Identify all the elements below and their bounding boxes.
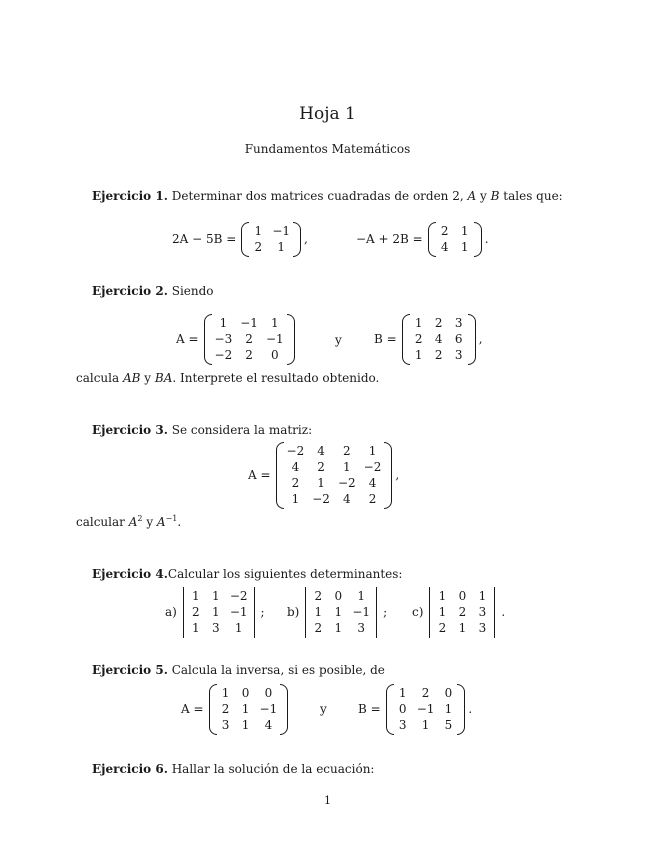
matrix-cell: 1 xyxy=(334,605,343,619)
matrix-cell: 2 xyxy=(421,686,430,700)
matrix-cell: −1 xyxy=(259,702,278,716)
matrix-cell: 4 xyxy=(342,492,351,506)
matrix-cell: 3 xyxy=(478,605,487,619)
determinant-b: b) 2 0 1 1 1 −1 2 1 3 ; xyxy=(287,587,387,638)
matrix-cell: 0 xyxy=(270,348,279,362)
matrix-cell: 0 xyxy=(398,702,407,716)
matrix-cell: −2 xyxy=(312,492,330,506)
matrix-cell: 2 xyxy=(192,605,200,619)
matrix-cell: 1 xyxy=(414,316,423,330)
matrix-cell: 4 xyxy=(291,460,300,474)
matrix-cell: 3 xyxy=(478,621,487,635)
matrix-cell: 0 xyxy=(241,686,250,700)
matrix-cell: 1 xyxy=(317,476,325,490)
matrix-cell: −2 xyxy=(337,476,356,490)
matrix-end: , xyxy=(395,468,400,482)
equation-2-lhs: −A + 2B = xyxy=(356,232,423,246)
exercise-6-statement xyxy=(92,762,374,777)
exercise-3-text: Se considera la matriz: xyxy=(171,423,313,437)
exercise-3-statement xyxy=(92,423,312,438)
matrix-cell: −2 xyxy=(286,444,305,458)
matrix-cell: 1 xyxy=(270,316,279,330)
page-title: Hoja 1 xyxy=(299,104,356,124)
matrix-cell: 1 xyxy=(277,240,285,254)
matrix-cell: −1 xyxy=(352,605,371,619)
matrix-b-lhs: B = xyxy=(374,332,397,346)
matrix-cell: 1 xyxy=(192,589,200,603)
matrix-b-lhs: B = xyxy=(358,702,381,716)
matrix-cell: 1 xyxy=(241,702,250,716)
matrix-cell: 3 xyxy=(221,718,230,732)
exercise-1-conj: y xyxy=(480,189,487,203)
matrix-cell: 1 xyxy=(342,460,351,474)
matrix-cell: 1 xyxy=(221,686,230,700)
matrix-cell: 0 xyxy=(334,589,343,603)
matrix-cell: 1 xyxy=(291,492,300,506)
matrix-cell: 2 xyxy=(314,621,323,635)
exercise-2-statement xyxy=(92,284,214,299)
matrix-eq2 xyxy=(428,222,482,257)
matrix-cell: −2 xyxy=(363,460,382,474)
exercise-4-label: Ejercicio 4. xyxy=(92,567,168,581)
matrix-cell: 1 xyxy=(241,718,250,732)
exercise-3-label: Ejercicio 3. xyxy=(92,423,168,437)
matrix-cell: −2 xyxy=(229,589,248,603)
exercise-5-text: Calcula la inversa, si es posible, de xyxy=(171,663,385,677)
equation-1-sep: , xyxy=(304,232,308,246)
exercise-5-label: Ejercicio 5. xyxy=(92,663,168,677)
matrix-cell: 3 xyxy=(357,621,366,635)
exercise-1-label: Ejercicio 1. xyxy=(92,189,168,203)
matrix-cell: 5 xyxy=(444,718,453,732)
exercise-2-conj: y xyxy=(335,333,342,347)
matrix-cell: 1 xyxy=(314,605,323,619)
matrix-eq1 xyxy=(241,222,301,257)
exercise-1-equation-1 xyxy=(172,222,308,257)
exercise-6-label: Ejercicio 6. xyxy=(92,762,168,776)
exercise-1-var-a: A xyxy=(467,189,477,203)
matrix-cell: 1 xyxy=(444,702,453,716)
matrix-cell: −1 xyxy=(416,702,435,716)
matrix-cell: 4 xyxy=(264,718,273,732)
exercise-4-statement xyxy=(92,567,402,582)
matrix-cell: 3 xyxy=(212,621,220,635)
exercise-1-equation-2 xyxy=(356,222,489,257)
matrix-cell: 2 xyxy=(434,348,443,362)
matrix-cell: 1 xyxy=(398,686,407,700)
matrix-cell: 0 xyxy=(458,589,467,603)
matrix-a-lhs: A = xyxy=(181,702,204,716)
matrix-cell: −1 xyxy=(240,316,258,330)
exercise-2-matrix-a xyxy=(176,314,298,365)
matrix-cell: 2 xyxy=(458,605,467,619)
matrix-a-lhs: A = xyxy=(176,332,199,346)
matrix-cell: −3 xyxy=(214,332,233,346)
matrix-cell: 2 xyxy=(317,460,325,474)
determinant-a-label: a) xyxy=(165,605,177,619)
determinant-a: a) 1 1 −2 2 1 −1 1 3 1 ; xyxy=(165,587,265,638)
matrix-cell: 2 xyxy=(245,332,253,346)
matrix-cell: 3 xyxy=(398,718,407,732)
matrix-cell: 2 xyxy=(414,332,423,346)
matrix-cell: −2 xyxy=(214,348,233,362)
equation-2-end: . xyxy=(484,232,489,246)
matrix-cell: 2 xyxy=(254,240,263,254)
matrix-cell: −1 xyxy=(272,224,291,238)
matrix-cell: 1 xyxy=(192,621,200,635)
equation-1-lhs: 2A − 5B = xyxy=(172,232,237,246)
exercise-2-text: Siendo xyxy=(171,284,214,298)
exercise-5-matrix-a xyxy=(181,684,291,735)
exercise-2-label: Ejercicio 2. xyxy=(92,284,168,298)
matrix-lhs: A = xyxy=(248,468,271,482)
matrix-cell: 1 xyxy=(254,224,263,238)
matrix-cell: 2 xyxy=(440,224,449,238)
page-subtitle: Fundamentos Matemáticos xyxy=(244,142,411,156)
matrix-cell: 1 xyxy=(234,621,243,635)
matrix-cell: 2 xyxy=(221,702,230,716)
matrix-cell: −1 xyxy=(265,332,284,346)
matrix-cell: 1 xyxy=(478,589,487,603)
exercise-5-statement xyxy=(92,663,385,678)
exercise-5-conj: y xyxy=(320,702,327,716)
matrix-cell: 1 xyxy=(414,348,423,362)
exercise-1-text-end: tales que: xyxy=(503,189,563,203)
matrix-cell: 0 xyxy=(444,686,453,700)
matrix-cell: 6 xyxy=(454,332,463,346)
matrix-cell: 2 xyxy=(314,589,323,603)
matrix-cell: 1 xyxy=(438,589,447,603)
matrix-cell: 1 xyxy=(212,589,220,603)
exercise-1-text: Determinar dos matrices cuadradas de orden 2, xyxy=(171,189,464,203)
matrix-cell: 1 xyxy=(368,444,377,458)
matrix-cell: −1 xyxy=(229,605,248,619)
matrix-cell: 4 xyxy=(317,444,325,458)
matrix-cell: 2 xyxy=(438,621,447,635)
matrix-cell: 2 xyxy=(434,316,443,330)
matrix-b-end: , xyxy=(478,332,483,346)
exercise-4-text: Calcular los siguientes determinantes: xyxy=(167,567,403,581)
matrix-cell: 1 xyxy=(357,589,366,603)
exercise-5-matrix-b: B = 1 2 0 0 −1 1 3 1 5 . xyxy=(358,684,472,735)
matrix-cell: 1 xyxy=(212,605,220,619)
matrix-cell: 2 xyxy=(368,492,377,506)
matrix-cell: 2 xyxy=(245,348,253,362)
matrix-cell: 1 xyxy=(460,224,469,238)
exercise-2-matrix-b xyxy=(374,314,483,365)
matrix-cell: 1 xyxy=(219,316,228,330)
determinant-c: c) 1 0 1 1 2 3 2 1 3 . xyxy=(412,587,505,638)
exercise-1-var-b: B xyxy=(490,189,500,203)
matrix-cell: 1 xyxy=(460,240,469,254)
exercise-1-statement xyxy=(92,189,563,204)
matrix-cell: 1 xyxy=(334,621,343,635)
exercise-2-followup: calcula AB y BA. Interprete el resultado obtenido. xyxy=(76,371,380,385)
determinant-c-label: c) xyxy=(412,605,424,619)
matrix-cell: 1 xyxy=(458,621,467,635)
matrix-cell: 1 xyxy=(438,605,447,619)
matrix-cell: 3 xyxy=(454,316,463,330)
matrix-cell: 2 xyxy=(342,444,351,458)
matrix-cell: 4 xyxy=(440,240,449,254)
exercise-3-followup: calcular $A^2$ y $A^{-1}$. xyxy=(76,514,182,529)
matrix-cell: 4 xyxy=(368,476,377,490)
determinant-b-label: b) xyxy=(287,605,300,619)
exercise-6-text: Hallar la solución de la ecuación: xyxy=(171,762,375,776)
matrix-cell: 4 xyxy=(434,332,443,346)
matrix-cell: 3 xyxy=(454,348,463,362)
page-number: 1 xyxy=(324,794,331,807)
exercise-3-matrix xyxy=(248,442,399,509)
matrix-cell: 1 xyxy=(421,718,430,732)
matrix-cell: 2 xyxy=(291,476,300,490)
matrix-cell: 0 xyxy=(264,686,273,700)
